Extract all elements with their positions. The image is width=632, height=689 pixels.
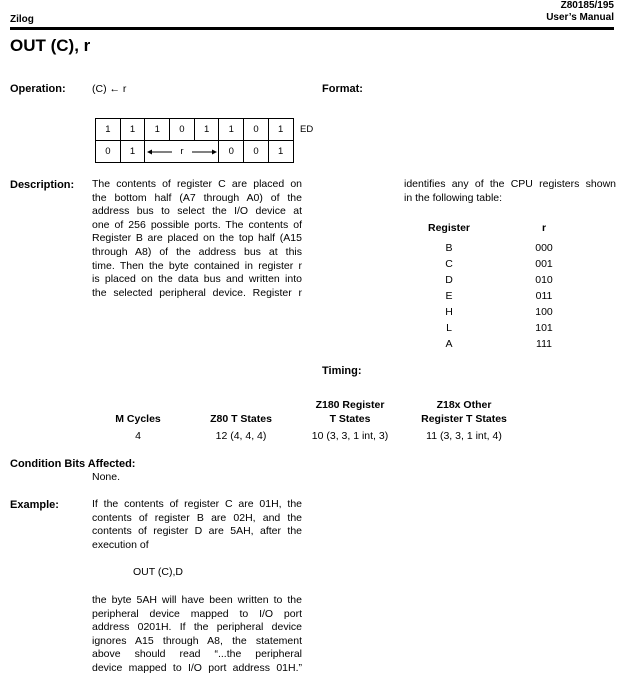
timing-value-row bbox=[90, 430, 530, 444]
register-row bbox=[410, 240, 600, 256]
register-table bbox=[410, 222, 600, 352]
example-line: peripheral device mapped to I/O port bbox=[92, 607, 302, 620]
example-label: Example: bbox=[10, 499, 59, 511]
example-code: OUT (C),D bbox=[133, 566, 183, 578]
timing-value-z180: 10 (3, 3, 1 int, 3) bbox=[311, 430, 389, 442]
timing-table bbox=[90, 398, 530, 444]
description-line: time. Then the byte contained in register r bbox=[92, 259, 302, 272]
register-row bbox=[410, 288, 600, 304]
opcode-bit: 1 bbox=[219, 119, 244, 141]
timing-header-text: Z18x Other bbox=[436, 399, 492, 411]
opcode-bit: 1 bbox=[194, 119, 219, 141]
opcode-bit: 0 bbox=[244, 119, 269, 141]
description-line: through A8) of the address bus at this bbox=[92, 245, 302, 258]
register-name: C bbox=[445, 258, 453, 270]
opcode-bit: 0 bbox=[244, 141, 269, 163]
timing-header-z18x bbox=[404, 399, 524, 426]
description-line: The contents of register C are placed on bbox=[92, 178, 302, 190]
register-code: 111 bbox=[536, 338, 552, 350]
condition-bits-value: None. bbox=[92, 471, 121, 483]
description-line: one of 256 possible ports. The contents of bbox=[92, 218, 302, 231]
page-title: OUT (C), r bbox=[10, 36, 91, 55]
example-line: ignores A15 through A8, the statement bbox=[92, 634, 302, 647]
opcode-row-1 bbox=[96, 119, 294, 141]
description-label: Description: bbox=[10, 179, 75, 191]
description-line: Register B are placed on the top half (A15 bbox=[92, 232, 302, 245]
description-line: in the following table: bbox=[404, 191, 503, 204]
opcode-bit: 1 bbox=[268, 119, 293, 141]
description-line: identifies any of the CPU registers shown bbox=[404, 178, 616, 190]
timing-header-text: Z80 T States bbox=[210, 412, 272, 425]
opcode-bit: 0 bbox=[170, 119, 195, 141]
timing-header-text: Register T States bbox=[421, 412, 507, 425]
description-line: the bottom half (A7 through A0) of the bbox=[92, 191, 302, 204]
register-code: 001 bbox=[535, 258, 553, 270]
timing-header-z80 bbox=[186, 413, 296, 427]
example-text-b bbox=[92, 594, 302, 676]
timing-header-row bbox=[90, 398, 530, 426]
register-row bbox=[410, 256, 600, 272]
timing-header-mcycles bbox=[90, 413, 186, 427]
example-line: device mapped to I/O port address 01H.” bbox=[92, 661, 302, 674]
description-continued bbox=[404, 178, 616, 205]
register-row bbox=[410, 304, 600, 320]
header-rule bbox=[10, 27, 614, 30]
opcode-bit: 1 bbox=[145, 119, 170, 141]
timing-value-mcycles: 4 bbox=[135, 430, 141, 442]
opcode-bit: 1 bbox=[120, 119, 145, 141]
manual-name: User’s Manual bbox=[546, 12, 614, 23]
format-label: Format: bbox=[322, 83, 363, 95]
operation-text: (C) ← r bbox=[92, 83, 127, 95]
register-code: 101 bbox=[535, 322, 553, 334]
register-code: 011 bbox=[535, 290, 553, 302]
register-table-header bbox=[410, 222, 600, 240]
document-id bbox=[546, 0, 614, 24]
register-name: E bbox=[445, 290, 453, 302]
register-header: Register bbox=[427, 222, 470, 234]
register-name: L bbox=[446, 322, 452, 334]
example-line: the byte 5AH will have been written to the bbox=[92, 594, 302, 606]
opcode-bit: 1 bbox=[268, 141, 293, 163]
timing-header-z180 bbox=[296, 399, 404, 426]
example-line: contents of register D are 5AH, after the bbox=[92, 525, 302, 538]
register-name: H bbox=[445, 306, 453, 318]
example-line: contents of register B are 02H, and the bbox=[92, 511, 302, 524]
opcode-bit: 1 bbox=[96, 119, 121, 141]
example-line: above should read “...the peripheral bbox=[92, 648, 302, 661]
opcode-hex: ED bbox=[300, 124, 314, 135]
opcode-row-2 bbox=[96, 141, 294, 163]
opcode-format-table bbox=[95, 118, 294, 163]
register-code: 000 bbox=[535, 242, 553, 254]
register-row bbox=[410, 272, 600, 288]
brand-name: Zilog bbox=[10, 14, 34, 25]
timing-header-text: T States bbox=[329, 412, 371, 425]
timing-value-z18x: 11 (3, 3, 1 int, 4) bbox=[426, 430, 502, 442]
register-name: D bbox=[445, 274, 453, 286]
timing-header-text: M Cycles bbox=[115, 412, 161, 425]
register-code: 010 bbox=[535, 274, 553, 286]
register-table-body bbox=[410, 240, 600, 352]
opcode-bit: 0 bbox=[219, 141, 244, 163]
opcode-bit: 0 bbox=[96, 141, 121, 163]
register-row bbox=[410, 336, 600, 352]
example-line: execution of bbox=[92, 538, 149, 551]
register-field bbox=[145, 141, 219, 163]
doc-number: Z80185/195 bbox=[560, 0, 614, 11]
timing-value-z80: 12 (4, 4, 4) bbox=[215, 430, 267, 442]
register-code: 100 bbox=[535, 306, 553, 318]
operation-label: Operation: bbox=[10, 83, 66, 95]
example-line: If the contents of register C are 01H, the bbox=[92, 498, 302, 510]
description-line: is placed on the data bus and written into bbox=[92, 273, 302, 286]
description-line: the selected peripheral device. Register r bbox=[92, 286, 302, 299]
example-text-a bbox=[92, 498, 302, 552]
register-row bbox=[410, 320, 600, 336]
opcode-bit: 1 bbox=[120, 141, 145, 163]
register-name: B bbox=[445, 242, 453, 254]
register-name: A bbox=[445, 338, 453, 350]
timing-header-text: Z180 Register bbox=[315, 399, 385, 411]
register-field-label: r bbox=[177, 146, 186, 157]
example-line: address 0201H. If the peripheral device bbox=[92, 621, 302, 634]
r-header: r bbox=[541, 222, 547, 234]
condition-bits-label: Condition Bits Affected: bbox=[10, 458, 136, 470]
timing-label: Timing: bbox=[322, 365, 362, 377]
description-text bbox=[92, 178, 302, 300]
description-line: address bus to select the I/O device at bbox=[92, 205, 302, 218]
